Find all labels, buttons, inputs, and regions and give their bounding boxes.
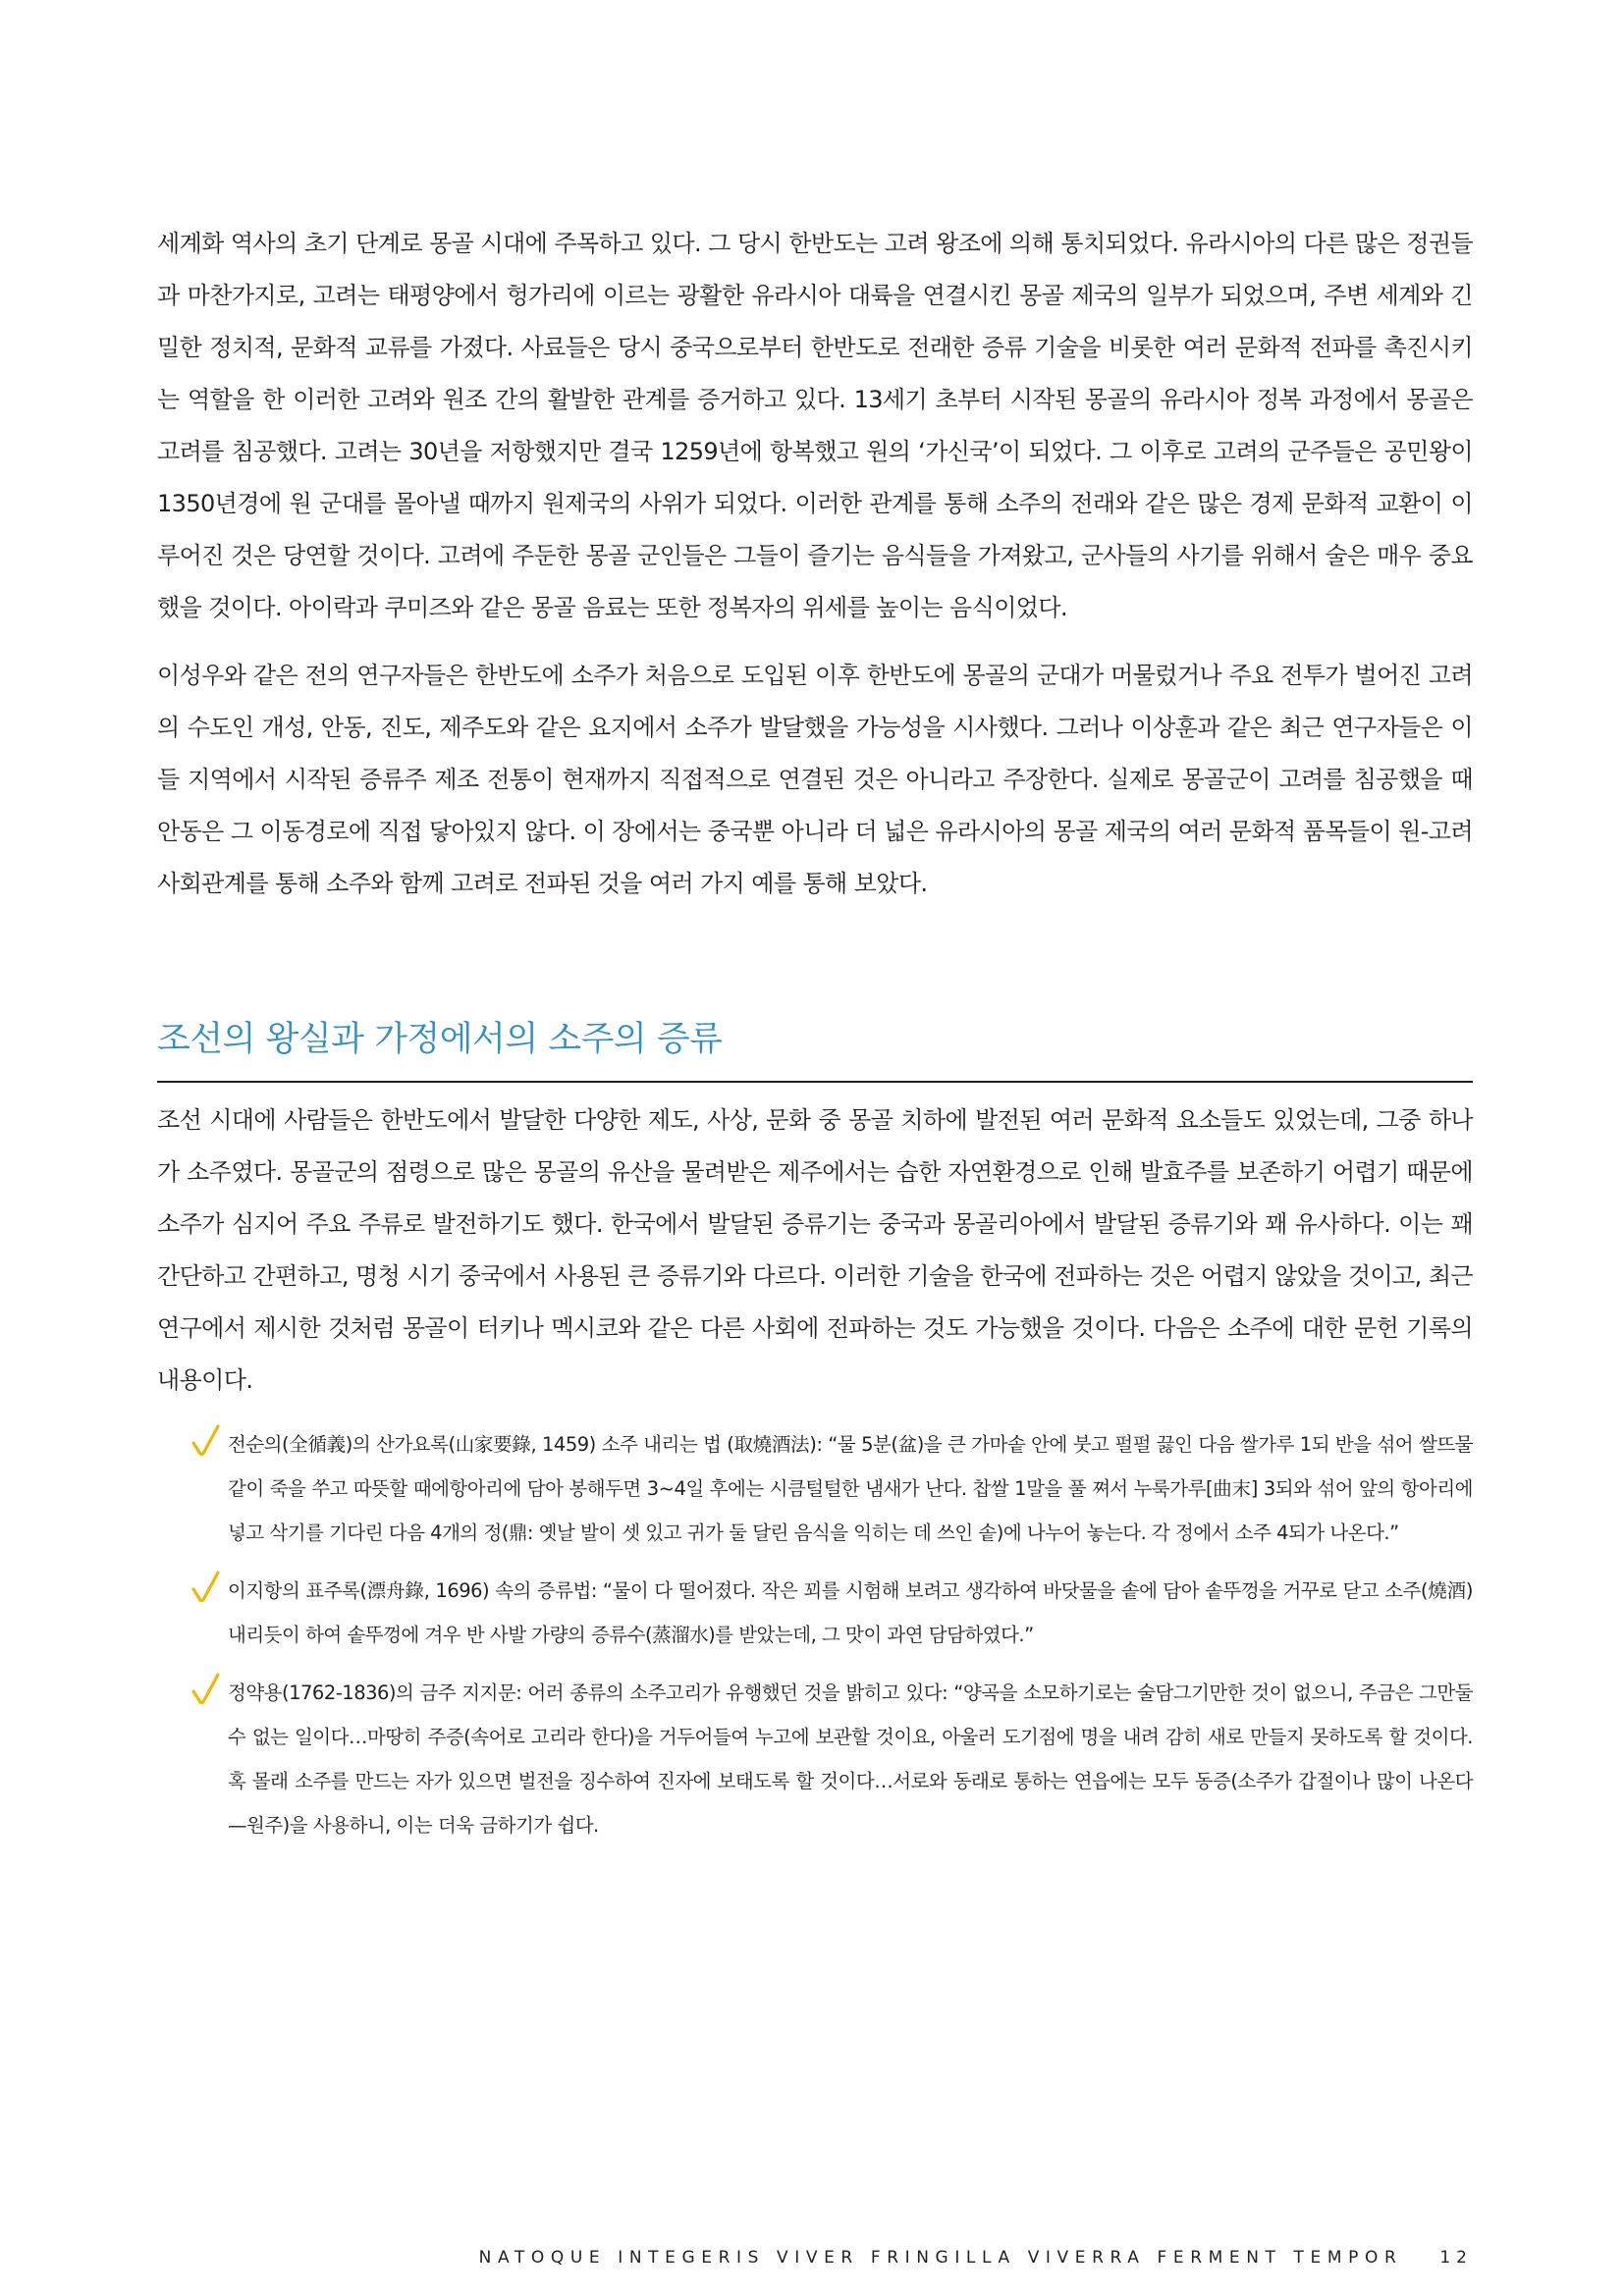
checkmark-icon <box>190 1571 220 1604</box>
quote-text: 전순의(全循義)의 산가요록(山家要錄, 1459) 소주 내리는 법 (取燒酒法): “물 5분(盆)을 큰 가마솥 안에 붓고 펄펄 끓인 다음 쌀가루 1되 반을 섞어 쌀뜨물 같이 죽을 쑤고 따뜻할 때에항아리에 담아 봉해두면 3~4일 후에는 시큼털털한 냄새가 난다. 찹쌀 1말을 풀 쪄서 누룩가루[曲末] 3되와 섞어 앞의 항아리에 넣고 삭기를 기다린 다음 4개의 정(鼎: 옛날 발이 셋 있고 귀가 둘 달린 음식을 익히는 데 쓰인 솥)에 나누어 놓는다. 각 정에서 소주 4되가 나온다.” <box>228 1433 1473 1544</box>
checkmark-icon <box>190 1673 220 1706</box>
quote-item-1 <box>192 1422 1473 1555</box>
quote-item-3 <box>192 1671 1473 1847</box>
quote-list <box>157 1422 1473 1847</box>
body-paragraph-1: 세계화 역사의 초기 단계로 몽골 시대에 주목하고 있다. 그 당시 한반도는 고려 왕조에 의해 통치되었다. 유라시아의 다른 많은 정권들과 마찬가지로, 고려는 태평양에서 헝가리에 이르는 광활한 유라시아 대륙을 연결시킨 몽골 제국의 일부가 되었으며, 주변 세계와 긴밀한 정치적, 문화적 교류를 가졌다. 사료들은 당시 중국으로부터 한반도로 전래한 증류 기술을 비롯한 여러 문화적 전파를 촉진시키는 역할을 한 이러한 고려와 원조 간의 활발한 관계를 증거하고 있다. 13세기 초부터 시작된 몽골의 유라시아 정복 과정에서 몽골은 고려를 침공했다. 고려는 30년을 저항했지만 결국 1259년에 항복했고 원의 ‘가신국’이 되었다. 그 이후로 고려의 군주들은 공민왕이 1350년경에 원 군대를 몰아낼 때까지 원제국의 사위가 되었다. 이러한 관계를 통해 소주의 전래와 같은 많은 경제 문화적 교환이 이루어진 것은 당연할 것이다. 고려에 주둔한 몽골 군인들은 그들이 즐기는 음식들을 가져왔고, 군사들의 사기를 위해서 술은 매우 중요했을 것이다. 아이락과 쿠미즈와 같은 몽골 음료는 또한 정복자의 위세를 높이는 음식이었다. <box>157 230 1473 621</box>
quote-text: 이지항의 표주록(漂舟錄, 1696) 속의 증류법: “물이 다 떨어졌다. 작은 꾀를 시험해 보려고 생각하여 바닷물을 솥에 담아 솥뚜껑을 거꾸로 닫고 소주(燒酒) 내리듯이 하여 솥뚜껑에 겨우 반 사발 가량의 증류수(蒸溜水)를 받았는데, 그 맛이 과연 담담하였다.” <box>228 1579 1473 1646</box>
running-title: NATOQUE INTEGERIS VIVER FRINGILLA VIVERRA FERMENT TEMPOR <box>478 2248 1403 2268</box>
checkmark-icon <box>190 1424 220 1458</box>
body-paragraph-2: 이성우와 같은 전의 연구자들은 한반도에 소주가 처음으로 도입된 이후 한반도에 몽골의 군대가 머물렀거나 주요 전투가 벌어진 고려의 수도인 개성, 안동, 진도, 제주도와 같은 요지에서 소주가 발달했을 가능성을 시사했다. 그러나 이상훈과 같은 최근 연구자들은 이들 지역에서 시작된 증류주 제조 전통이 현재까지 직접적으로 연결된 것은 아니라고 주장한다. 실제로 몽골군이 고려를 침공했을 때 안동은 그 이동경로에 직접 닿아있지 않다. 이 장에서는 중국뿐 아니라 더 넓은 유라시아의 몽골 제국의 여러 문화적 품목들이 원-고려 사회관계를 통해 소주와 함께 고려로 전파된 것을 여러 가지 예를 통해 보았다. <box>157 662 1473 897</box>
section-body-paragraph: 조선 시대에 사람들은 한반도에서 발달한 다양한 제도, 사상, 문화 중 몽골 치하에 발전된 여러 문화적 요소들도 있었는데, 그중 하나가 소주였다. 몽골군의 점령으로 많은 몽골의 유산을 물려받은 제주에서는 습한 자연환경으로 인해 발효주를 보존하기 어렵기 때문에 소주가 심지어 주요 주류로 발전하기도 했다. 한국에서 발달된 증류기는 중국과 몽골리아에서 발달된 증류기와 꽤 유사하다. 이는 꽤 간단하고 간편하고, 명청 시기 중국에서 사용된 큰 증류기와 다르다. 이러한 기술을 한국에 전파하는 것은 어렵지 않았을 것이고, 최근 연구에서 제시한 것처럼 몽골이 터키나 멕시코와 같은 다른 사회에 전파하는 것도 가능했을 것이다. 다음은 소주에 대한 문헌 기록의 내용이다. <box>157 1106 1473 1394</box>
page-content <box>157 218 1473 1861</box>
page-footer <box>157 2248 1473 2277</box>
section-heading: 조선의 왕실과 가정에서의 소주의 증류 <box>157 1016 1473 1083</box>
quote-item-2 <box>192 1569 1473 1657</box>
quote-text: 정약용(1762-1836)의 금주 지지문: 어러 종류의 소주고리가 유행했던 것을 밝히고 있다: “양곡을 소모하기로는 술담그기만한 것이 없으니, 주금은 그만둘 수 없는 일이다…마땅히 주증(속어로 고리라 한다)을 거두어들여 누고에 보관할 것이요, 아울러 도기점에 명을 내려 감히 새로 만들지 못하도록 할 것이다. 혹 몰래 소주를 만드는 자가 있으면 벌전을 징수하여 진자에 보태도록 할 것이다…서로와 동래로 통하는 연읍에는 모두 동증(소주가 갑절이나 많이 나온다—원주)을 사용하니, 이는 더욱 금하기가 쉽다. <box>228 1682 1473 1837</box>
page-number: 12 <box>1439 2248 1473 2268</box>
